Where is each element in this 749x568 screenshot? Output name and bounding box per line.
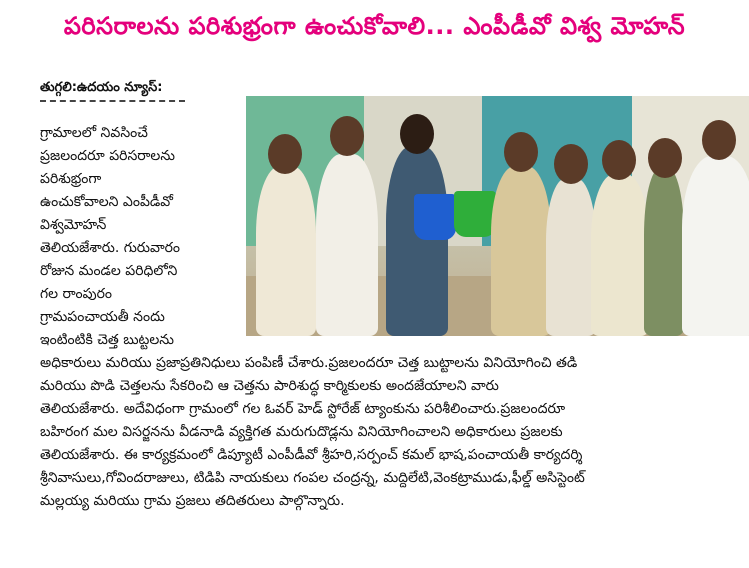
photo-person xyxy=(591,174,649,336)
article-body xyxy=(40,122,740,513)
body-line: మరియు పొడి చెత్తలను సేకరించి ఆ చెత్తను పారిశుద్ధ కార్మికులకు అందజేయాలని వారు xyxy=(40,378,499,394)
green-dustbin xyxy=(454,191,496,237)
photo-person-head xyxy=(554,144,588,184)
body-line: ఉంచుకోవాలని ఎంపీడీవో xyxy=(40,194,173,210)
body-line: బహిరంగ మల విసర్జనను వీడనాడి వ్యక్తిగత మరుగుదొడ్లను వినియోగించాలని అధికారులు ప్రజలకు xyxy=(40,424,563,440)
photo-person xyxy=(256,166,316,336)
photo-person-head xyxy=(702,120,736,160)
photo-person xyxy=(644,168,684,336)
photo-person xyxy=(682,156,749,336)
photo-person-head xyxy=(268,134,302,174)
body-line: గ్రామాలలో నివసించే xyxy=(40,125,148,141)
body-line: ఇంటింటికి చెత్త బుట్టలను xyxy=(40,332,174,348)
photo-person-head xyxy=(400,114,434,154)
body-line: మల్లయ్య మరియు గ్రామ ప్రజలు తదితరులు పాల్గొన్నారు. xyxy=(40,493,345,509)
news-photo xyxy=(246,96,749,336)
photo-person-head xyxy=(602,140,636,180)
body-line: అధికారులు మరియు ప్రజాప్రతినిధులు పంపిణీ చేశారు.ప్రజలందరూ చెత్త బుట్టాలను వినియోగించి తడి xyxy=(40,355,578,371)
body-line: రోజున మండల పరిధిలోని xyxy=(40,263,178,279)
dateline-underline xyxy=(40,100,185,102)
photo-person-head xyxy=(504,132,538,172)
body-line: పరిశుభ్రంగా xyxy=(40,171,102,187)
photo-person xyxy=(316,154,378,336)
photo-person xyxy=(386,146,448,336)
body-line: గ్రామపంచాయతీ నందు xyxy=(40,309,165,325)
body-line: తెలియజేశారు. అదేవిధంగా గ్రామంలో గల ఓవర్ హెడ్ స్టోరేజ్ ట్యాంకును పరిశీలించారు.ప్రజలందరూ xyxy=(40,401,566,417)
photo-person xyxy=(491,166,551,336)
body-line: తెలియజేశారు. ఈ కార్యక్రమంలో డిప్యూటీ ఎంపీడీవో శ్రీహరి,సర్పంచ్ కమల్ భాష,పంచాయతీ కార్యదర్శి xyxy=(40,447,583,463)
photo-person-head xyxy=(330,116,364,156)
photo-person-head xyxy=(648,138,682,178)
headline: పరిసరాలను పరిశుభ్రంగా ఉంచుకోవాలి... ఎంపీడీవో విశ్వ మోహన్ xyxy=(63,12,686,40)
photo-person xyxy=(546,178,596,336)
body-line: శ్రీనివాసులు,గోవిందరాజులు, టిడిపి నాయకులు గంపల చంద్రన్న, మద్దిలేటి,వెంకట్రాముడు,ఫీల్డ్ అసిస్టెంట్ xyxy=(40,470,585,486)
body-line: గల రాంపురం xyxy=(40,286,112,302)
body-line: ప్రజలందరూ పరిసరాలను xyxy=(40,148,175,164)
blue-dustbin xyxy=(414,194,456,240)
body-line: తెలియజేశారు. గురువారం xyxy=(40,240,181,256)
body-line: విశ్వమోహన్ xyxy=(40,217,107,233)
dateline: తుగ్గలి:ఉదయం న్యూస్: xyxy=(40,80,163,95)
